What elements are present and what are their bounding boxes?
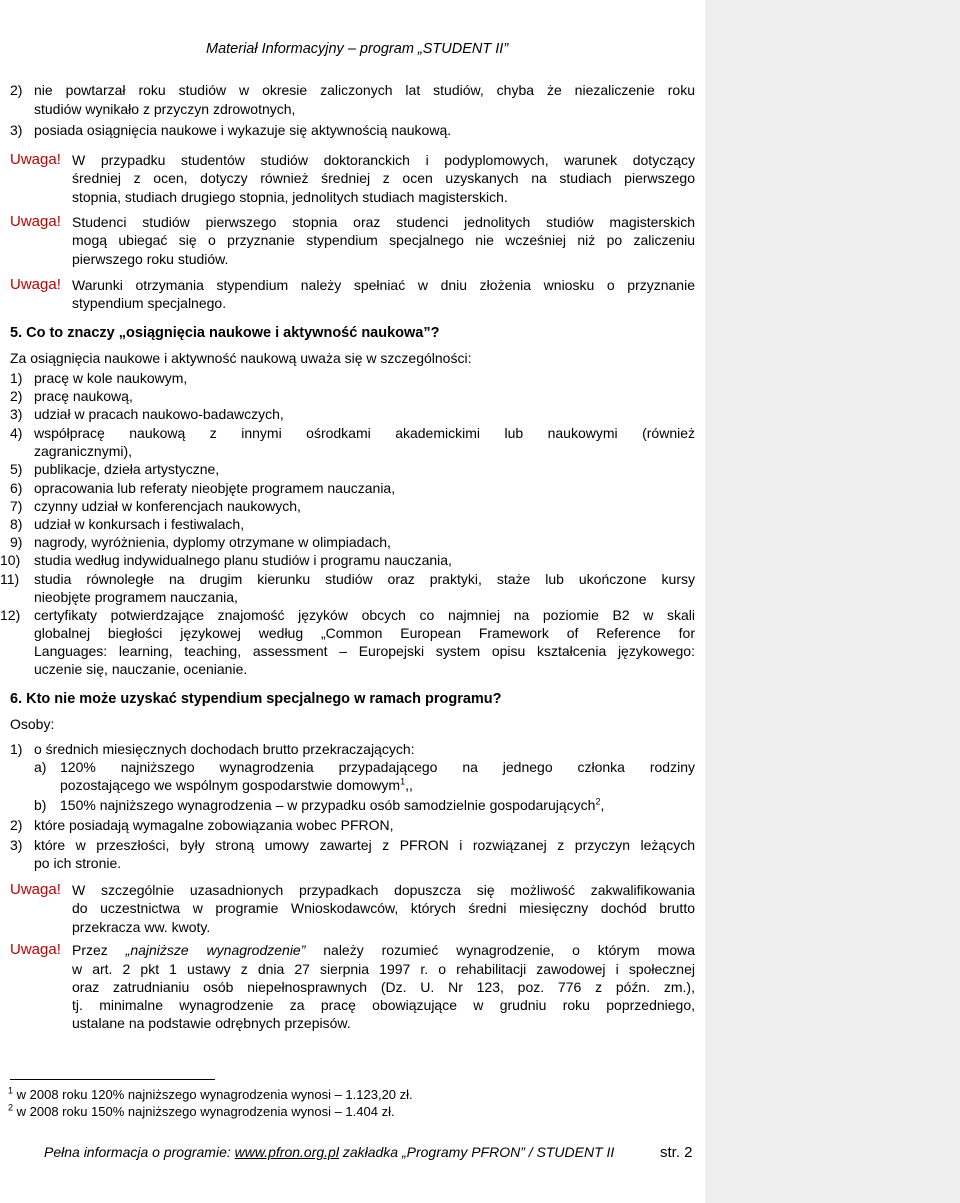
list-number: 2) bbox=[10, 817, 23, 833]
list-item-line: certyfikaty potwierdzające znajomość języków obcych co najmniej na poziomie B2 w skali bbox=[34, 607, 695, 623]
warning-label: Uwaga! bbox=[10, 276, 61, 293]
list-number: 1) bbox=[10, 741, 23, 757]
section-heading: 5. Co to znaczy „osiągnięcia naukowe i aktywność naukowa”? bbox=[10, 325, 440, 341]
list-item-line: publikacje, dzieła artystyczne, bbox=[34, 461, 220, 477]
list-number: 8) bbox=[10, 516, 23, 532]
sub-item-label: b) bbox=[34, 797, 47, 813]
footnote-ref: 2 bbox=[595, 796, 601, 807]
warning-label: Uwaga! bbox=[10, 881, 61, 898]
list-number: 2) bbox=[10, 82, 23, 98]
sub-item-line bbox=[60, 796, 604, 814]
footnote-text: w 2008 roku 150% najniższego wynagrodzenia wynosi – 1.404 zł. bbox=[13, 1104, 395, 1119]
list-number: 5) bbox=[10, 461, 23, 477]
warning-line: Studenci studiów pierwszego stopnia oraz studenci jednolitych studiów magisterskich bbox=[72, 214, 695, 230]
list-item-line: po ich stronie. bbox=[34, 855, 122, 871]
sub-item-text: pozostającego we wspólnym gospodarstwie domowym bbox=[60, 777, 401, 793]
defined-term: „najniższe wynagrodzenie” bbox=[125, 942, 306, 958]
footnote bbox=[8, 1087, 413, 1103]
list-item-line: które posiadają wymagalne zobowiązania wobec PFRON, bbox=[34, 817, 394, 833]
list-item-line: nieobjęte programem nauczania, bbox=[34, 589, 238, 605]
persons-label: Osoby: bbox=[10, 716, 55, 732]
list-item-line: nie powtarzał roku studiów w okresie zaliczonych lat studiów, chyba że niezaliczenie roku bbox=[34, 82, 695, 98]
sub-item-line: 120% najniższego wynagrodzenia przypadającego na jednego członka rodziny bbox=[60, 759, 695, 775]
list-item-line: zagranicznymi), bbox=[34, 443, 133, 459]
warning-line: pierwszego roku studiów. bbox=[72, 251, 229, 267]
list-item-line: studiów wynikało z przyczyn zdrowotnych, bbox=[34, 101, 296, 117]
warning-line: tj. minimalne wynagrodzenie za pracę obowiązujące w grudniu roku poprzedniego, bbox=[72, 997, 695, 1013]
list-item-line: udział w konkursach i festiwalach, bbox=[34, 516, 245, 532]
list-item-line: pracę naukową, bbox=[34, 388, 133, 404]
footer-suffix: zakładka „Programy PFRON” / STUDENT II bbox=[338, 1144, 615, 1160]
list-number: 10) bbox=[0, 552, 21, 568]
list-item-line: udział w pracach naukowo-badawczych, bbox=[34, 406, 284, 422]
list-item-line: o średnich miesięcznych dochodach brutto przekraczających: bbox=[34, 741, 415, 757]
page-number: str. 2 bbox=[660, 1144, 693, 1161]
warning-line: przekracza ww. kwoty. bbox=[72, 919, 211, 935]
footnote-number: 2 bbox=[8, 1102, 14, 1113]
warning-line: Warunki otrzymania stypendium należy spełniać w dniu złożenia wniosku o przyznanie bbox=[72, 277, 695, 293]
footer-link[interactable]: www.pfron.org.pl bbox=[234, 1144, 339, 1160]
list-number: 6) bbox=[10, 480, 23, 496]
section-intro: Za osiągnięcia naukowe i aktywność naukową uważa się w szczególności: bbox=[10, 350, 472, 366]
list-number: 7) bbox=[10, 498, 23, 514]
sub-item-text: 150% najniższego wynagrodzenia – w przypadku osób samodzielnie gospodarujących bbox=[60, 797, 596, 813]
list-item-line: opracowania lub referaty nieobjęte programem nauczania, bbox=[34, 480, 396, 496]
footnote-text: w 2008 roku 120% najniższego wynagrodzenia wynosi – 1.123,20 zł. bbox=[13, 1087, 413, 1102]
list-number: 4) bbox=[10, 425, 23, 441]
comment-margin bbox=[705, 0, 960, 1203]
warning-line: mogą ubiegać się o przyznanie stypendium specjalnego nie wcześniej niż po zaliczeniu bbox=[72, 232, 695, 248]
list-item-line: czynny udział w konferencjach naukowych, bbox=[34, 498, 301, 514]
list-item-line: nagrody, wyróżnienia, dyplomy otrzymane w olimpiadach, bbox=[34, 534, 391, 550]
warning-line: ustalane na podstawie odrębnych przepisów. bbox=[72, 1015, 351, 1031]
list-item-line: globalnej biegłości językowej według „Common European Framework of Reference for bbox=[34, 625, 695, 641]
sub-item-line bbox=[60, 776, 413, 794]
warning-line: stopnia, studiach drugiego stopnia, jednolitych studiach magisterskich. bbox=[72, 189, 508, 205]
warning-label: Uwaga! bbox=[10, 213, 61, 230]
warning-text: Przez bbox=[72, 942, 126, 958]
page-footer bbox=[44, 1144, 614, 1160]
list-number: 2) bbox=[10, 388, 23, 404]
warning-line: średniej z ocen, dotyczy również średniej z ocen uzyskanych na studiach pierwszego bbox=[72, 170, 695, 186]
warning-label: Uwaga! bbox=[10, 151, 61, 168]
list-number: 12) bbox=[0, 607, 21, 623]
list-number: 3) bbox=[10, 837, 23, 853]
warning-line: W szczególnie uzasadnionych przypadkach dopuszcza się możliwość zakwalifikowania bbox=[72, 882, 695, 898]
list-item-line: studia według indywidualnego planu studiów i programu nauczania, bbox=[34, 552, 452, 568]
warning-line bbox=[72, 941, 695, 959]
list-number: 9) bbox=[10, 534, 23, 550]
list-item-line: które w przeszłości, były stroną umowy zawartej z PFRON i rozwiązanej z przyczyn leżących bbox=[34, 837, 695, 853]
list-item-line: posiada osiągnięcia naukowe i wykazuje się aktywnością naukową. bbox=[34, 122, 452, 138]
page-header: Materiał Informacyjny – program „STUDENT II” bbox=[206, 41, 509, 57]
sub-item-label: a) bbox=[34, 759, 47, 775]
warning-line: W przypadku studentów studiów doktoranckich i podyplomowych, warunek dotyczący bbox=[72, 152, 695, 168]
footer-prefix: Pełna informacja o programie: bbox=[44, 1144, 235, 1160]
warning-line: w art. 2 pkt 1 ustawy z dnia 27 sierpnia 1997 r. o rehabilitacji zawodowej i społecznej bbox=[72, 961, 695, 977]
list-number: 1) bbox=[10, 370, 23, 386]
warning-text: należy rozumieć wynagrodzenie, o którym mowa bbox=[305, 942, 695, 958]
list-number: 3) bbox=[10, 406, 23, 422]
list-item-line: Languages: learning, teaching, assessment – Europejski system opisu kształcenia językowego: bbox=[34, 643, 695, 659]
warning-line: do uczestnictwa w programie Wnioskodawców, których średni miesięczny dochód brutto bbox=[72, 900, 695, 916]
warning-label: Uwaga! bbox=[10, 941, 61, 958]
list-number: 3) bbox=[10, 122, 23, 138]
section-heading: 6. Kto nie może uzyskać stypendium specjalnego w ramach programu? bbox=[10, 691, 502, 707]
list-item-line: studia równoległe na drugim kierunku studiów oraz praktyki, staże lub ukończone kursy bbox=[34, 571, 695, 587]
sub-item-tail: , bbox=[600, 797, 605, 813]
warning-line: stypendium specjalnego. bbox=[72, 295, 227, 311]
list-item-line: współpracę naukową z innymi ośrodkami akademickimi lub naukowymi (również bbox=[34, 425, 695, 441]
footnote-separator bbox=[10, 1079, 215, 1080]
sub-item-tail: ,, bbox=[405, 777, 413, 793]
footnote bbox=[8, 1104, 395, 1120]
footnote-ref: 1 bbox=[400, 776, 406, 787]
footnote-number: 1 bbox=[8, 1085, 14, 1096]
list-number: 11) bbox=[0, 571, 20, 587]
list-item-line: uczenie się, nauczanie, ocenianie. bbox=[34, 661, 248, 677]
warning-line: oraz zatrudnianiu osób niepełnosprawnych (Dz. U. Nr 123, poz. 776 z późn. zm.), bbox=[72, 979, 695, 995]
list-item-line: pracę w kole naukowym, bbox=[34, 370, 188, 386]
